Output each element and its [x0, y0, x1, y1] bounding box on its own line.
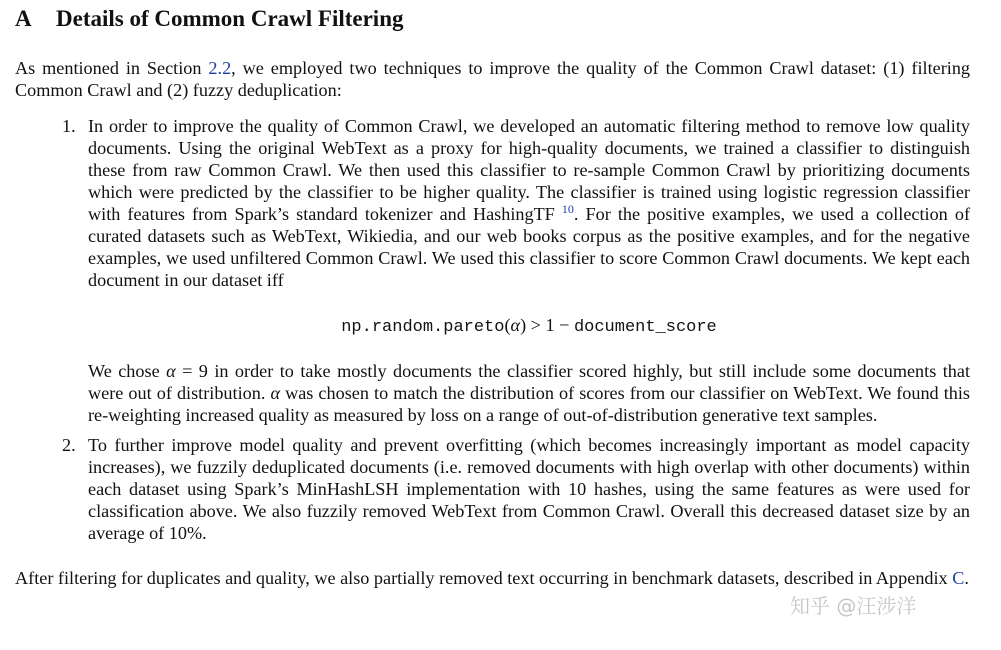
- item1-text-b: . For the positive examples, we used a collection of curated datasets such as WebText, Wikiedia, and our web books corpus as the positive examples, and for the negative examples, we used unfiltered Common Crawl. We used this classifier to score Common Crawl documents. We kept each document in our dataset iff: [88, 204, 970, 290]
- watermark: 知乎 @汪涉洋: [790, 594, 917, 618]
- pareto-formula: [88, 314, 970, 339]
- section-title: Details of Common Crawl Filtering: [56, 6, 404, 31]
- formula-alpha: α: [510, 315, 521, 335]
- technique-list: [15, 115, 970, 544]
- appendix-link[interactable]: C: [952, 568, 965, 588]
- outro-text-2: .: [964, 568, 969, 588]
- item1-text-2c: was chosen to match the distribution of scores from our classifier on WebText. We found this re-weighting increased quality as measured by loss on a range of out-of-distribution generative text samples.: [88, 383, 970, 425]
- alpha-symbol: α: [270, 383, 280, 403]
- formula-paren: (: [504, 315, 511, 335]
- formula-function: np.random.pareto: [341, 318, 505, 337]
- item1-paragraph: [88, 115, 970, 291]
- section-link[interactable]: 2.2: [208, 58, 232, 78]
- section-heading: [15, 4, 970, 34]
- paper-page: [15, 0, 970, 589]
- item2-paragraph: To further improve model quality and prevent overfitting (which becomes increasingly important as model capacity increases), we fuzzily deduplicated documents (i.e. removed documents with high overlap with other documents) within each dataset using Spark’s MinHashLSH implementation with 10 hashes, using the same features as were used for classification above. We also fuzzily removed WebText from Common Crawl. Overall this decreased dataset size by an average of 10%.: [88, 435, 970, 543]
- alpha-symbol: α: [166, 361, 176, 381]
- list-item: [15, 115, 970, 426]
- list-number: 1.: [62, 116, 76, 136]
- item1-text-2a: We chose: [88, 361, 167, 381]
- item1-text: In order to improve the quality of Common Crawl, we developed an automatic filtering method to remove low quality documents. Using the original WebText as a proxy for high-quality documents, we trained a classifier to distinguish these from raw Common Crawl. We then used this classifier to re-sample Common Crawl by prioritizing documents which were predicted by the classifier to be higher quality. The classifier is trained using logistic regression classifier with features from Spark’s standard tokenizer and HashingTF: [88, 116, 970, 224]
- footnote-link[interactable]: 10: [561, 201, 574, 216]
- section-number: A: [15, 6, 32, 31]
- intro-text-2: , we employed two techniques to improve the quality of the Common Crawl dataset: (1) filtering Common Crawl and (2) fuzzy deduplication:: [15, 58, 971, 100]
- outro-paragraph: [15, 567, 970, 589]
- formula-variable: document_score: [573, 318, 717, 337]
- list-item: [15, 434, 970, 544]
- item1-paragraph-2: [88, 360, 970, 426]
- intro-paragraph: [15, 57, 970, 101]
- intro-text-1: As mentioned in Section: [15, 58, 209, 78]
- item1-text-2b: = 9 in order to take mostly documents the classifier scored highly, but still include some documents that were out of distribution.: [88, 361, 970, 403]
- list-number: 2.: [62, 435, 76, 455]
- formula-operator: ) > 1 −: [520, 315, 574, 335]
- outro-text-1: After filtering for duplicates and quality, we also partially removed text occurring in benchmark datasets, described in Appendix: [15, 568, 953, 588]
